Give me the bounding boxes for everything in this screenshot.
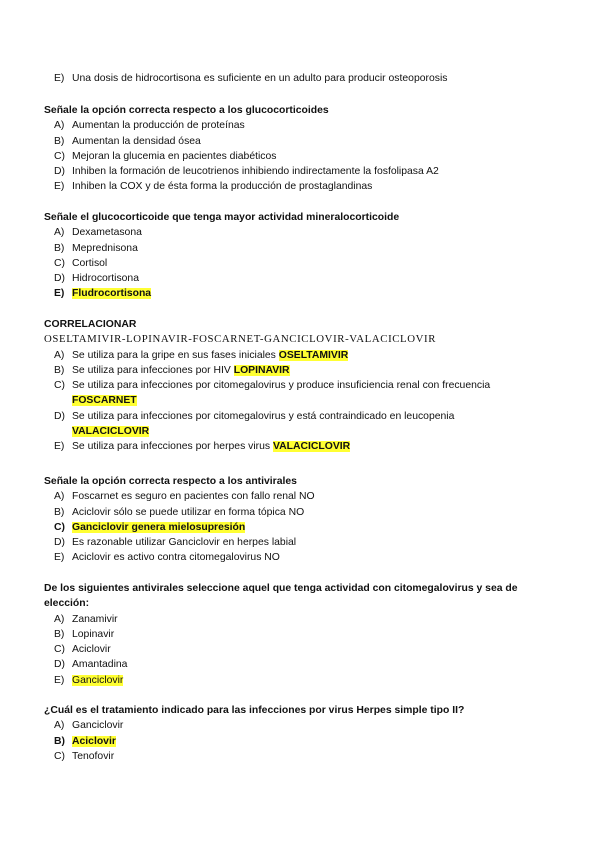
option-b xyxy=(44,505,564,520)
option-text: Se utiliza para infecciones por herpes virus xyxy=(72,441,271,453)
option-text: Se utiliza para infecciones por citomegalovirus y está contraindicado en leucopenia xyxy=(72,410,455,422)
option-text: Meprednisona xyxy=(72,242,138,254)
option-b xyxy=(44,363,564,378)
option-text: Aciclovir xyxy=(72,735,116,747)
intro-option xyxy=(44,71,564,86)
option-text: Aciclovir es activo contra citomegalovirus NO xyxy=(72,552,280,564)
option-text: Zanamivir xyxy=(72,613,118,625)
option-text: Hidrocortisona xyxy=(72,273,139,285)
option-letter: B) xyxy=(54,364,65,376)
option-letter: E) xyxy=(54,552,65,564)
option-text: Se utiliza para la gripe en sus fases iniciales xyxy=(72,349,276,361)
option-letter: D) xyxy=(54,537,65,549)
option-letter: A) xyxy=(54,491,65,503)
question-title: Señale la opción correcta respecto a los antivirales xyxy=(44,476,297,487)
option-letter: C) xyxy=(54,380,65,392)
option-letter: E) xyxy=(54,674,65,686)
option-a xyxy=(44,489,564,504)
question-title: CORRELACIONAR xyxy=(44,319,137,330)
option-b xyxy=(44,134,564,149)
question-mineralocorticoide xyxy=(44,210,564,302)
option-d xyxy=(44,535,564,550)
option-text: Tenofovir xyxy=(72,750,115,762)
question-correlacionar xyxy=(44,317,564,455)
option-text: Foscarnet es seguro en pacientes con fallo renal NO xyxy=(72,491,315,503)
question-herpes xyxy=(44,703,564,764)
option-e xyxy=(44,550,564,565)
option-a xyxy=(44,718,564,733)
option-letter: D) xyxy=(54,273,65,285)
option-text: Ganciclovir genera mielosupresión xyxy=(72,521,246,533)
option-a xyxy=(44,348,564,363)
option-c xyxy=(44,149,564,164)
option-d xyxy=(44,657,564,672)
question-title: Señale el glucocorticoide que tenga mayor actividad mineralocorticoide xyxy=(44,212,400,223)
option-letter: B) xyxy=(54,506,65,518)
option-letter: C) xyxy=(54,644,65,656)
option-letter: B) xyxy=(54,135,65,147)
answer-highlight: OSELTAMIVIR xyxy=(278,349,349,361)
option-letter: B) xyxy=(54,628,65,640)
option-text: Una dosis de hidrocortisona es suficiente en un adulto para producir osteoporosis xyxy=(72,73,448,84)
option-b xyxy=(44,627,564,642)
option-letter: A) xyxy=(54,613,65,625)
option-text: Inhiben la formación de leucotrienos inhibiendo indirectamente la fosfolipasa A2 xyxy=(72,166,439,178)
option-text: Aumentan la producción de proteínas xyxy=(72,120,245,132)
option-letter: E) xyxy=(54,288,65,300)
option-letter: A) xyxy=(54,120,65,132)
option-a xyxy=(44,118,564,133)
option-c xyxy=(44,642,564,657)
option-text: Aciclovir xyxy=(72,644,111,656)
option-e xyxy=(44,439,564,454)
answer-highlight: LOPINAVIR xyxy=(233,364,290,376)
option-c xyxy=(44,256,564,271)
option-text: Dexametasona xyxy=(72,227,142,239)
option-text: Ganciclovir xyxy=(72,674,124,686)
option-letter: D) xyxy=(54,166,65,178)
option-letter: A) xyxy=(54,349,65,361)
question-title: De los siguientes antivirales seleccione aquel que tenga actividad con citomegalovirus y sea de elección: xyxy=(44,583,518,610)
option-text: Cortisol xyxy=(72,257,108,269)
option-b-answer xyxy=(44,734,564,749)
option-a xyxy=(44,225,564,240)
option-e xyxy=(44,71,564,86)
question-citomegalovirus xyxy=(44,581,564,688)
option-text: Mejoran la glucemia en pacientes diabéticos xyxy=(72,150,277,162)
option-text: Amantadina xyxy=(72,659,128,671)
option-text: Lopinavir xyxy=(72,628,115,640)
option-d xyxy=(44,409,492,440)
option-text: Es razonable utilizar Ganciclovir en herpes labial xyxy=(72,537,297,549)
option-letter: C) xyxy=(54,750,65,762)
option-letter: C) xyxy=(54,150,65,162)
option-letter: E) xyxy=(54,441,65,453)
option-c xyxy=(44,749,564,764)
option-text: Se utiliza para infecciones por HIV xyxy=(72,364,231,376)
option-d xyxy=(44,164,564,179)
question-glucocorticoides xyxy=(44,103,564,195)
option-letter: E) xyxy=(54,73,65,84)
option-a xyxy=(44,612,564,627)
drug-list: OSELTAMIVIR-LOPINAVIR-FOSCARNET-GANCICLOVIR-VALACICLOVIR xyxy=(44,333,437,346)
option-e-answer xyxy=(44,286,564,301)
option-b xyxy=(44,241,564,256)
option-e-answer xyxy=(44,673,564,688)
option-text: Inhiben la COX y de ésta forma la producción de prostaglandinas xyxy=(72,181,373,193)
answer-highlight: VALACICLOVIR xyxy=(273,441,351,453)
option-letter: D) xyxy=(54,659,65,671)
question-antivirales xyxy=(44,474,564,566)
option-c xyxy=(44,378,542,409)
option-letter: A) xyxy=(54,720,65,732)
question-title: ¿Cuál es el tratamiento indicado para las infecciones por virus Herpes simple tipo II? xyxy=(44,705,465,716)
option-e xyxy=(44,179,564,194)
answer-highlight: FOSCARNET xyxy=(72,395,137,407)
option-letter: C) xyxy=(54,257,65,269)
option-text: Aumentan la densidad ósea xyxy=(72,135,201,147)
option-letter: D) xyxy=(54,410,65,422)
option-text: Se utiliza para infecciones por citomegalovirus y produce insuficiencia renal con frecuencia xyxy=(72,380,491,392)
option-letter: E) xyxy=(54,181,65,193)
option-d xyxy=(44,271,564,286)
option-letter: B) xyxy=(54,242,65,254)
option-letter: B) xyxy=(54,735,65,747)
option-c-answer xyxy=(44,520,564,535)
option-text: Fludrocortisona xyxy=(72,288,152,300)
option-text: Ganciclovir xyxy=(72,720,124,732)
option-text: Aciclovir sólo se puede utilizar en forma tópica NO xyxy=(72,506,305,518)
option-letter: A) xyxy=(54,227,65,239)
option-letter: C) xyxy=(54,521,65,533)
question-title: Señale la opción correcta respecto a los glucocorticoides xyxy=(44,105,329,116)
answer-highlight: VALACICLOVIR xyxy=(72,426,150,438)
